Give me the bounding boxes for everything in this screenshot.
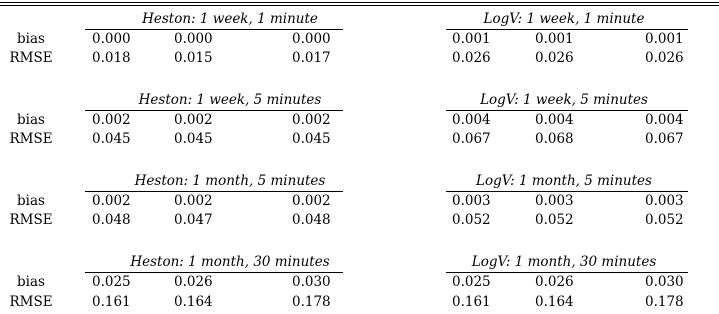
- table-cell: 0.067: [645, 131, 684, 147]
- table-cell: 0.000: [174, 31, 213, 47]
- panel-1-left-title: Heston: 1 week, 1 minute: [142, 11, 318, 27]
- table-cell: 0.015: [174, 50, 213, 66]
- table-cell: 0.003: [535, 193, 574, 209]
- table-cell: 0.047: [174, 212, 213, 228]
- table-cell: 0.004: [535, 112, 574, 128]
- top-rule-second: [0, 5, 719, 6]
- table-cell: 0.002: [292, 112, 331, 128]
- panel-3-right-rule: [446, 191, 688, 192]
- table-cell: 0.045: [92, 131, 131, 147]
- table-cell: 0.004: [452, 112, 491, 128]
- table-cell: 0.002: [92, 112, 131, 128]
- table-cell: 0.052: [452, 212, 491, 228]
- panel-1-right-title: LogV: 1 week, 1 minute: [483, 11, 645, 27]
- row-label: RMSE: [9, 212, 53, 228]
- table-cell: 0.164: [535, 294, 574, 310]
- table-cell: 0.068: [535, 131, 574, 147]
- panel-3-left-rule: [85, 191, 343, 192]
- table-cell: 0.052: [645, 212, 684, 228]
- table-cell: 0.002: [174, 193, 213, 209]
- table-cell: 0.030: [645, 274, 684, 290]
- table-cell: 0.000: [92, 31, 131, 47]
- table-cell: 0.026: [535, 50, 574, 66]
- panel-2-left-rule: [85, 110, 343, 111]
- panel-4-right-rule: [446, 272, 688, 273]
- table-cell: 0.067: [452, 131, 491, 147]
- table-cell: 0.026: [535, 274, 574, 290]
- panel-4-right-title: LogV: 1 month, 30 minutes: [471, 254, 657, 270]
- row-label: bias: [17, 193, 45, 209]
- table-cell: 0.030: [292, 274, 331, 290]
- table-cell: 0.045: [292, 131, 331, 147]
- panel-3-right-title: LogV: 1 month, 5 minutes: [476, 173, 652, 189]
- row-label: RMSE: [9, 131, 53, 147]
- table-cell: 0.045: [174, 131, 213, 147]
- table-cell: 0.018: [92, 50, 131, 66]
- row-label: bias: [17, 112, 45, 128]
- table-cell: 0.048: [292, 212, 331, 228]
- table-cell: 0.002: [174, 112, 213, 128]
- table-cell: 0.164: [174, 294, 213, 310]
- row-label: bias: [17, 31, 45, 47]
- table-cell: 0.048: [92, 212, 131, 228]
- row-label: RMSE: [9, 50, 53, 66]
- panel-4-left-title: Heston: 1 month, 30 minutes: [130, 254, 330, 270]
- table-cell: 0.000: [292, 31, 331, 47]
- table-cell: 0.003: [645, 193, 684, 209]
- table-cell: 0.052: [535, 212, 574, 228]
- panel-3-left-title: Heston: 1 month, 5 minutes: [134, 173, 326, 189]
- panel-1-left-rule: [85, 29, 343, 30]
- table-cell: 0.017: [292, 50, 331, 66]
- panel-2-right-rule: [446, 110, 688, 111]
- table-cell: 0.178: [292, 294, 331, 310]
- table-cell: 0.025: [92, 274, 131, 290]
- table-cell: 0.025: [452, 274, 491, 290]
- table-cell: 0.161: [452, 294, 491, 310]
- table-cell: 0.026: [452, 50, 491, 66]
- table-cell: 0.026: [174, 274, 213, 290]
- table-cell: 0.004: [645, 112, 684, 128]
- panel-4-left-rule: [85, 272, 343, 273]
- panel-2-left-title: Heston: 1 week, 5 minutes: [138, 92, 322, 108]
- table-cell: 0.026: [645, 50, 684, 66]
- table-cell: 0.003: [452, 193, 491, 209]
- panel-1-right-rule: [446, 29, 688, 30]
- table-cell: 0.001: [535, 31, 574, 47]
- top-rule: [0, 2, 719, 3]
- row-label: bias: [17, 274, 45, 290]
- row-label: RMSE: [9, 294, 53, 310]
- table-cell: 0.161: [92, 294, 131, 310]
- panel-2-right-title: LogV: 1 week, 5 minutes: [480, 92, 648, 108]
- table-cell: 0.001: [645, 31, 684, 47]
- table-cell: 0.001: [452, 31, 491, 47]
- table-cell: 0.002: [92, 193, 131, 209]
- table-cell: 0.002: [292, 193, 331, 209]
- table-cell: 0.178: [645, 294, 684, 310]
